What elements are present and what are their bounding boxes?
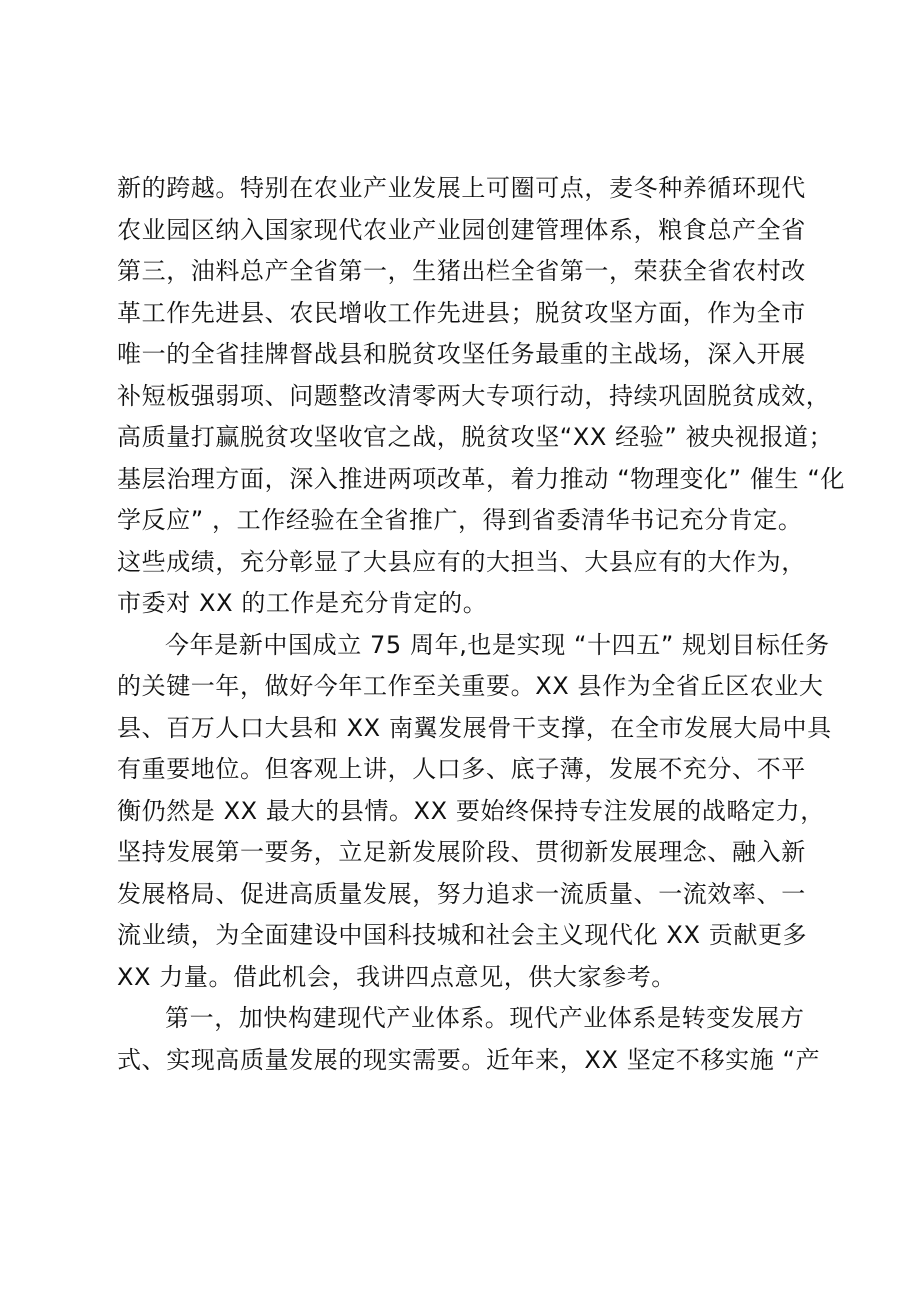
paragraph-first-line: 今年是新中国成立 75 周年,也是实现 “十四五” 规划目标任务 (165, 630, 830, 659)
text-line: 这些成绩，充分彰显了大县应有的大担当、大县应有的大作为， (117, 547, 806, 576)
text-line: 补短板强弱项、问题整改清零两大专项行动，持续巩固脱贫成效， (117, 381, 831, 410)
text-line: 的关键一年，做好今年工作至关重要。XX 县作为全省丘区农业大 (117, 672, 824, 700)
text-line: 学反应” ，工作经验在全省推广，得到省委清华书记充分肯定。 (117, 506, 803, 534)
text-line: 市委对 XX 的工作是充分肯定的。 (117, 589, 488, 617)
text-line: 式、实现高质量发展的现实需要。近年来，XX 坚定不移实施 “产 (117, 1045, 821, 1074)
text-line: 县、百万人口大县和 XX 南翼发展骨干支撑，在全市发展大局中具 (117, 713, 832, 742)
text-line: XX 力量。借此机会，我讲四点意见，供大家参考。 (117, 962, 676, 991)
text-line: 唯一的全省挂牌督战县和脱贫攻坚任务最重的主战场，深入开展 (117, 340, 806, 368)
text-line: 有重要地位。但客观上讲，人口多、底子薄，发展不充分、不平 (117, 755, 806, 783)
text-line: 革工作先进县、农民增收工作先进县；脱贫攻坚方面，作为全市 (117, 298, 806, 327)
body-text (117, 168, 845, 1081)
text-line: 衡仍然是 XX 最大的县情。XX 要始终保持专注发展的战略定力， (117, 796, 825, 825)
text-line: 新的跨越。特别在农业产业发展上可圈可点，麦冬种养循环现代 (117, 174, 806, 202)
text-line: 发展格局、促进高质量发展，努力追求一流质量、一流效率、一 (117, 879, 806, 908)
paragraph-first-line: 第一，加快构建现代产业体系。现代产业体系是转变发展方 (165, 1004, 805, 1032)
text-line: 流业绩，为全面建设中国科技城和社会主义现代化 XX 贡献更多 (117, 921, 808, 949)
text-line: 坚持发展第一要务，立足新发展阶段、贯彻新发展理念、融入新 (117, 838, 806, 866)
text-line: 高质量打赢脱贫攻坚收官之战，脱贫攻坚“XX 经验” 被央视报道； (117, 423, 834, 451)
text-line: 第三，油料总产全省第一，生猪出栏全省第一，荣获全省农村改 (117, 257, 806, 285)
text-line: 农业园区纳入国家现代农业产业园创建管理体系，粮食总产全省 (117, 215, 806, 244)
text-line: 基层治理方面，深入推进两项改革，着力推动 “物理变化” 催生 “化 (117, 464, 845, 493)
